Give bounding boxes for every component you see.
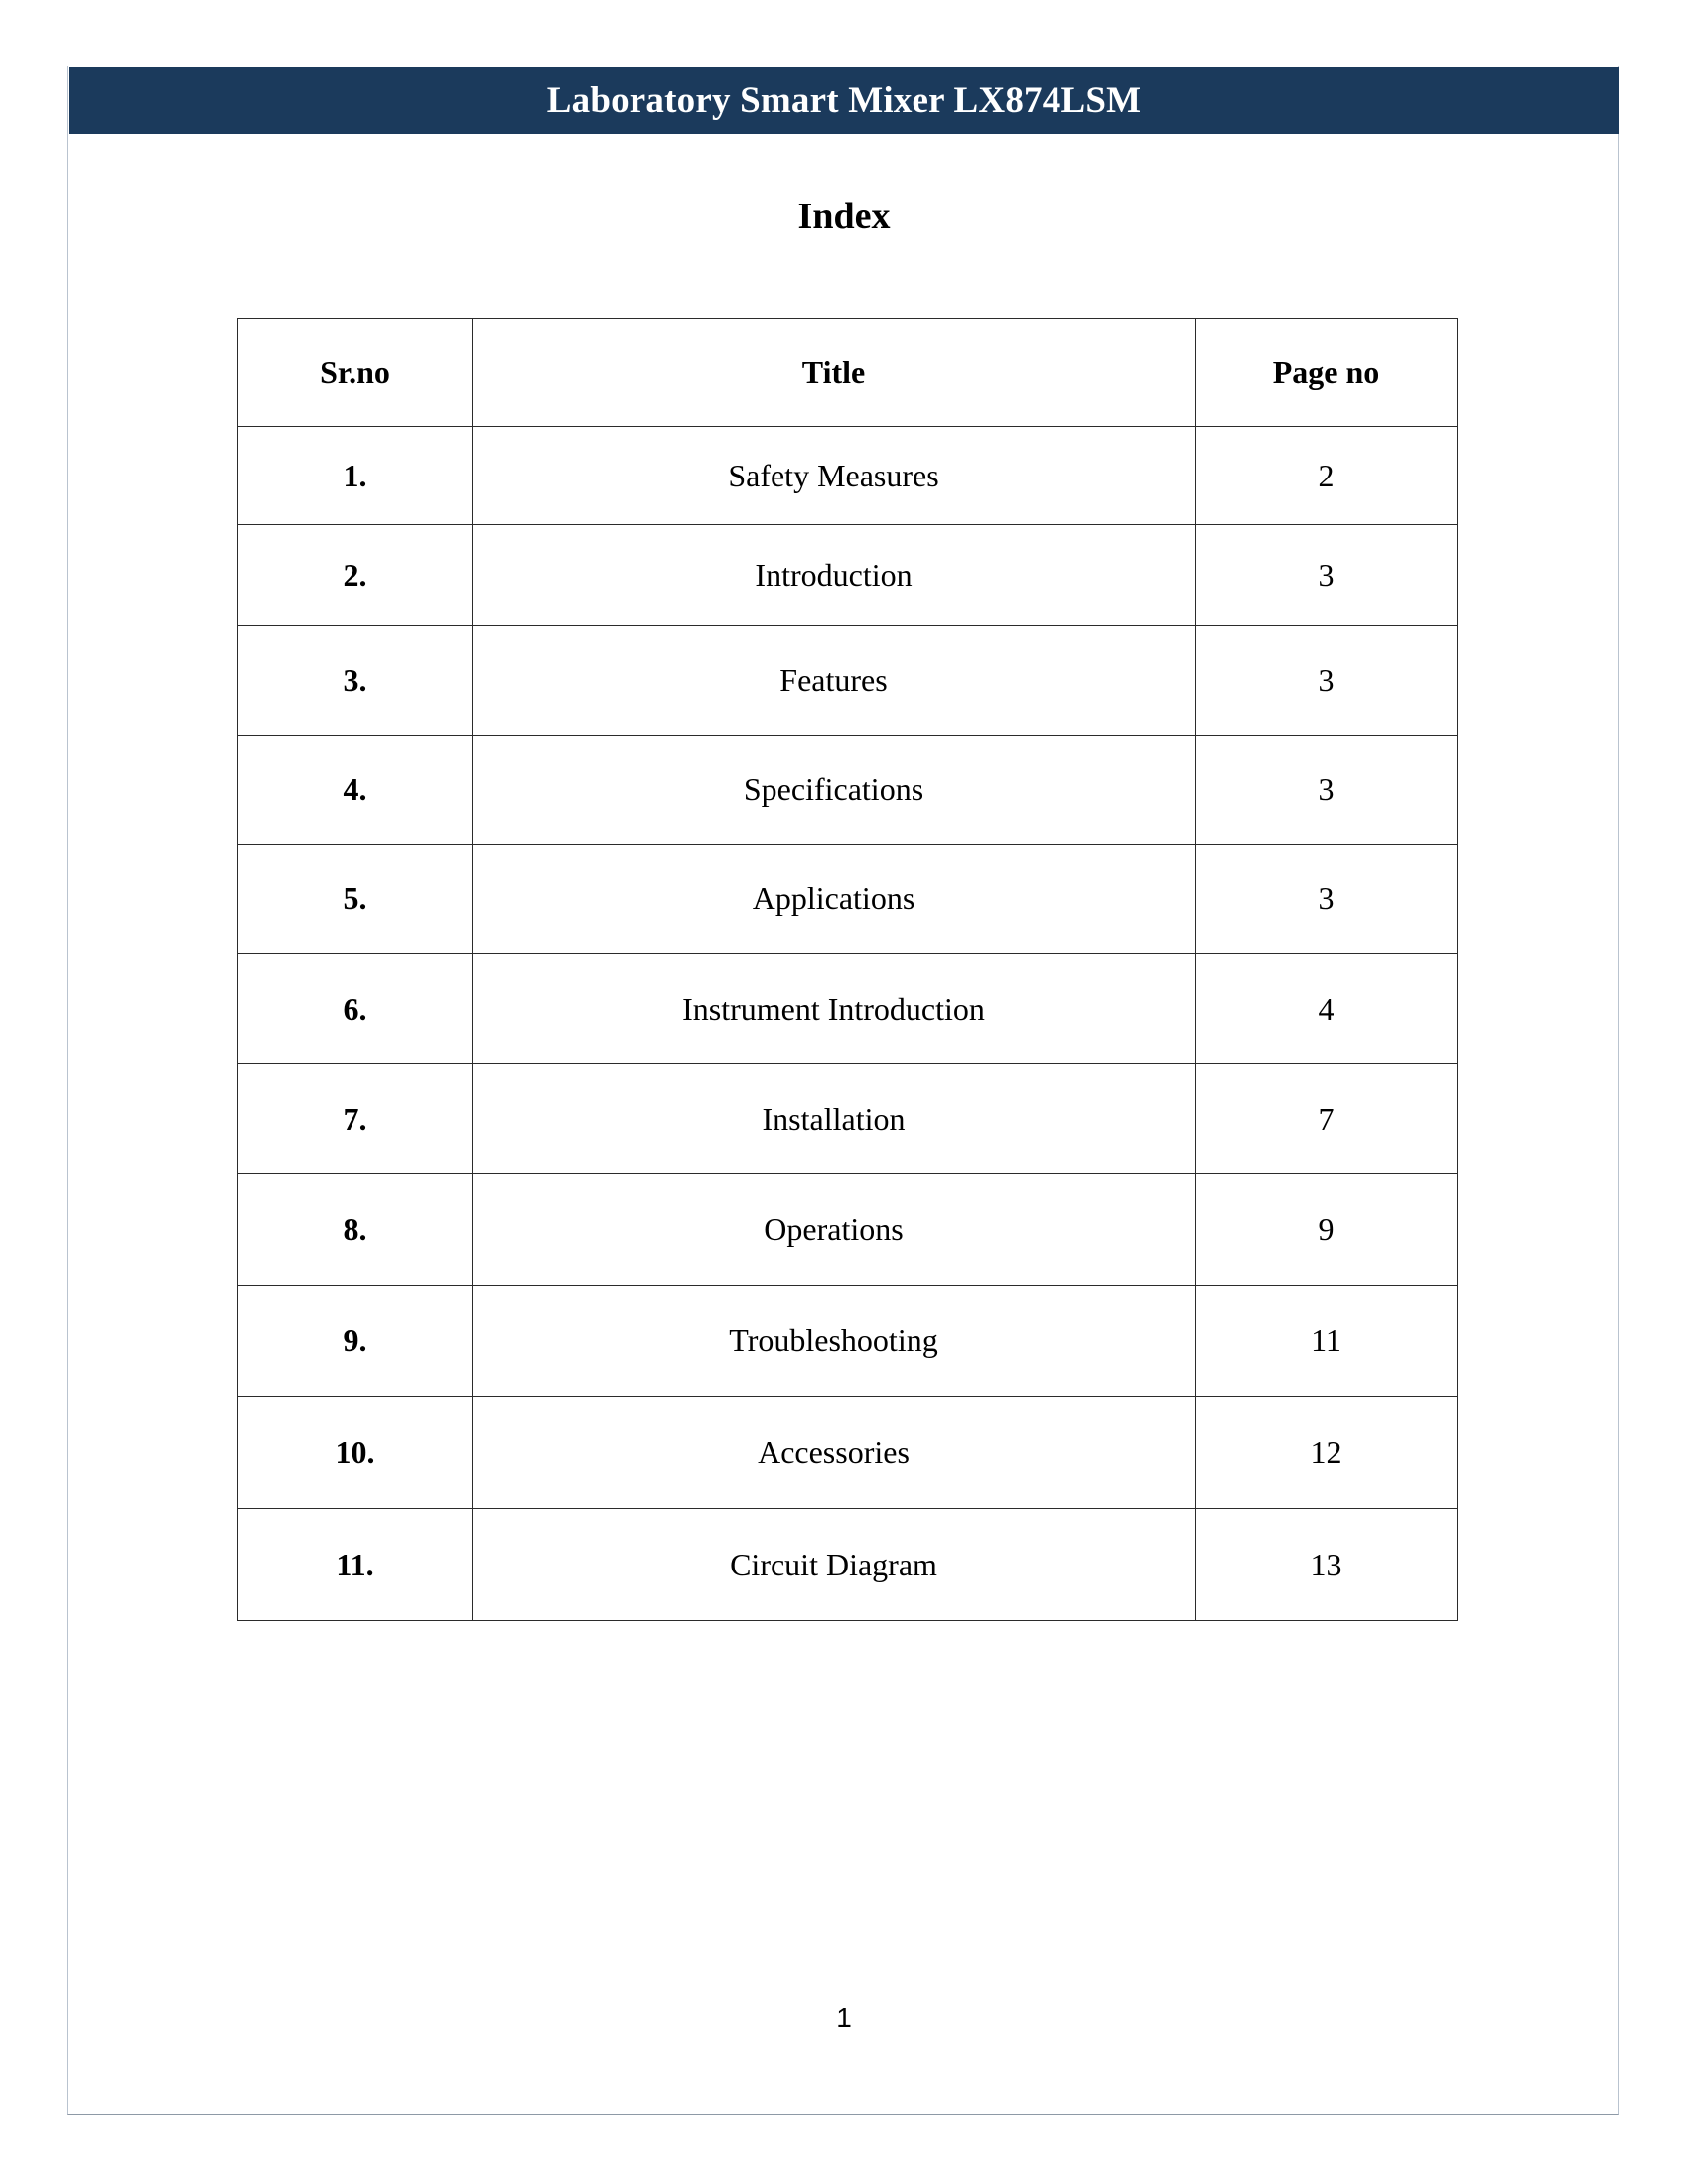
row-page-number: 3 <box>1196 736 1458 845</box>
row-page-number: 11 <box>1196 1286 1458 1397</box>
row-page-number: 7 <box>1196 1064 1458 1174</box>
row-srno: 10. <box>238 1397 473 1509</box>
row-page-number: 3 <box>1196 626 1458 736</box>
index-heading: Index <box>797 196 891 237</box>
row-srno: 3. <box>238 626 473 736</box>
row-srno: 8. <box>238 1174 473 1286</box>
table-row <box>238 954 1458 1064</box>
row-page-number: 4 <box>1196 954 1458 1064</box>
row-title: Circuit Diagram <box>473 1509 1196 1621</box>
column-header-srno: Sr.no <box>238 319 473 427</box>
row-page-number: 2 <box>1196 427 1458 525</box>
row-title: Introduction <box>473 525 1196 626</box>
table-row <box>238 845 1458 954</box>
row-page-number: 3 <box>1196 525 1458 626</box>
index-table <box>237 318 1458 1621</box>
row-srno: 2. <box>238 525 473 626</box>
row-srno: 7. <box>238 1064 473 1174</box>
row-page-number: 9 <box>1196 1174 1458 1286</box>
row-srno: 9. <box>238 1286 473 1397</box>
row-title: Troubleshooting <box>473 1286 1196 1397</box>
table-row <box>238 1174 1458 1286</box>
row-title: Accessories <box>473 1397 1196 1509</box>
row-srno: 11. <box>238 1509 473 1621</box>
table-row <box>238 1064 1458 1174</box>
table-row <box>238 427 1458 525</box>
table-row <box>238 626 1458 736</box>
table-row <box>238 1286 1458 1397</box>
column-header-title: Title <box>473 319 1196 427</box>
table-row <box>238 736 1458 845</box>
index-table-body <box>238 427 1458 1621</box>
row-srno: 4. <box>238 736 473 845</box>
row-title: Specifications <box>473 736 1196 845</box>
row-page-number: 13 <box>1196 1509 1458 1621</box>
row-page-number: 12 <box>1196 1397 1458 1509</box>
table-header-row <box>238 319 1458 427</box>
table-row <box>238 1397 1458 1509</box>
row-page-number: 3 <box>1196 845 1458 954</box>
row-srno: 5. <box>238 845 473 954</box>
row-srno: 6. <box>238 954 473 1064</box>
row-srno: 1. <box>238 427 473 525</box>
document-title: Laboratory Smart Mixer LX874LSM <box>546 79 1142 121</box>
page-number: 1 <box>836 2002 852 2033</box>
document-header <box>69 67 1619 134</box>
column-header-page: Page no <box>1196 319 1458 427</box>
row-title: Applications <box>473 845 1196 954</box>
table-row <box>238 525 1458 626</box>
row-title: Operations <box>473 1174 1196 1286</box>
row-title: Safety Measures <box>473 427 1196 525</box>
row-title: Installation <box>473 1064 1196 1174</box>
row-title: Instrument Introduction <box>473 954 1196 1064</box>
table-row <box>238 1509 1458 1621</box>
row-title: Features <box>473 626 1196 736</box>
